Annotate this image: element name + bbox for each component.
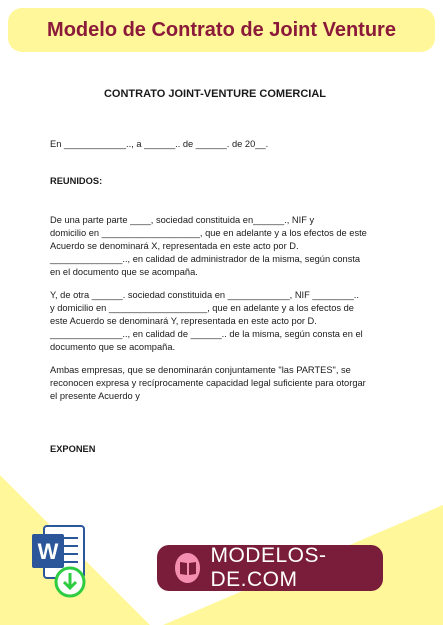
svg-text:W: W	[37, 539, 59, 564]
text-line: ______________.., en calidad de ______.. de la misma, según consta en el	[50, 329, 363, 339]
exponen-heading: EXPONEN	[50, 444, 96, 454]
text-line: en el documento que se acompaña.	[50, 267, 198, 277]
text-line: Ambas empresas, que se denominarán conjuntamente "las PARTES", se	[50, 365, 351, 375]
party-two-paragraph	[50, 289, 390, 354]
text-line: De una parte parte ____, sociedad constituida en______., NIF y	[50, 215, 315, 225]
text-line: este Acuerdo se denominará Y, representada en este acto por D.	[50, 316, 317, 326]
word-document-icon	[30, 524, 92, 598]
text-line: el presente Acuerdo y	[50, 391, 140, 401]
text-line: reconocen expresa y recíprocamente capacidad legal suficiente para otorgar	[50, 378, 366, 388]
party-one-paragraph	[50, 214, 390, 279]
download-arrow-icon	[56, 568, 84, 596]
text-line: Y, de otra ______. sociedad constituida en ____________, NIF ________..	[50, 290, 359, 300]
page-title: Modelo de Contrato de Joint Venture	[47, 18, 396, 41]
title-banner	[8, 8, 435, 52]
ambas-paragraph	[50, 364, 390, 403]
document-heading: CONTRATO JOINT-VENTURE COMERCIAL	[103, 88, 327, 100]
text-line: Acuerdo se denominará X, representada en este acto por D.	[50, 241, 299, 251]
document-body	[50, 88, 390, 456]
text-line: ______________.., en calidad de administrador de la misma, según consta	[50, 254, 361, 264]
text-line: documento que se acompaña.	[50, 342, 176, 352]
text-line: y domicilio en ___________________, que en adelante y a los efectos de	[50, 303, 354, 313]
reunidos-heading: REUNIDOS:	[50, 176, 103, 186]
date-line: En ____________.., a ______.. de ______. de 20__.	[50, 139, 269, 149]
text-line: domicilio en ___________________, que en adelante y a los efectos de este	[50, 228, 367, 238]
brand-badge[interactable]	[157, 545, 383, 591]
brand-text: MODELOS-DE.COM	[210, 544, 327, 591]
book-icon	[175, 553, 200, 583]
